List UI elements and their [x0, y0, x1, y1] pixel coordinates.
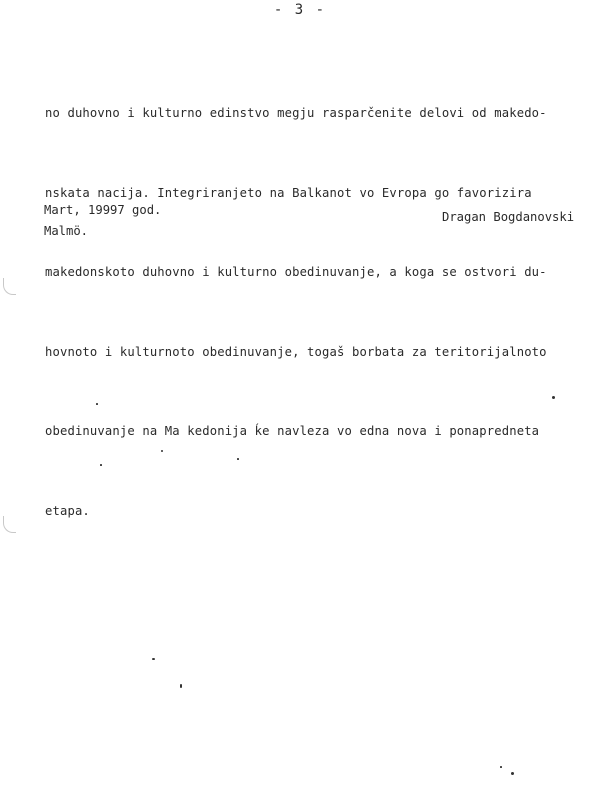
- author-signature: Dragan Bogdanovski: [442, 210, 575, 224]
- scan-speck: [152, 658, 155, 660]
- paragraph-line: etapa.: [45, 503, 90, 518]
- scan-speck: [161, 450, 163, 452]
- scan-speck: [500, 766, 502, 768]
- paragraph-line: hovnoto i kulturnoto obedinuvanje, togaš borbata za teritorijalnoto: [45, 344, 547, 359]
- page-number: - 3 -: [273, 2, 327, 18]
- punch-hole-mark: [3, 516, 16, 533]
- document-place: Malmö.: [44, 224, 89, 238]
- scan-speck: [100, 464, 102, 466]
- scan-speck: [552, 396, 555, 399]
- punch-hole-mark: [3, 278, 16, 295]
- document-date: Mart, 19997 god.: [44, 203, 162, 217]
- paragraph-line: makedonskoto duhovno i kulturno obedinuvanje, a koga se ostvori du-: [45, 265, 547, 279]
- paragraph-line: obedinuvanje na Ma kedonija ḱe navleza vo edna nova i ponapredneta: [45, 424, 540, 438]
- paragraph-line: nskata nacija. Integriranjeto na Balkanot vo Evropa go favorizira: [45, 185, 532, 200]
- scan-speck: [237, 458, 239, 460]
- scan-speck: [96, 403, 98, 405]
- paragraph-line: no duhovno i kulturno edinstvo megju rasparčenite delovi od makedo-: [45, 106, 547, 120]
- scan-speck: [180, 684, 182, 688]
- body-paragraph: [45, 47, 585, 577]
- scan-speck: [511, 772, 514, 775]
